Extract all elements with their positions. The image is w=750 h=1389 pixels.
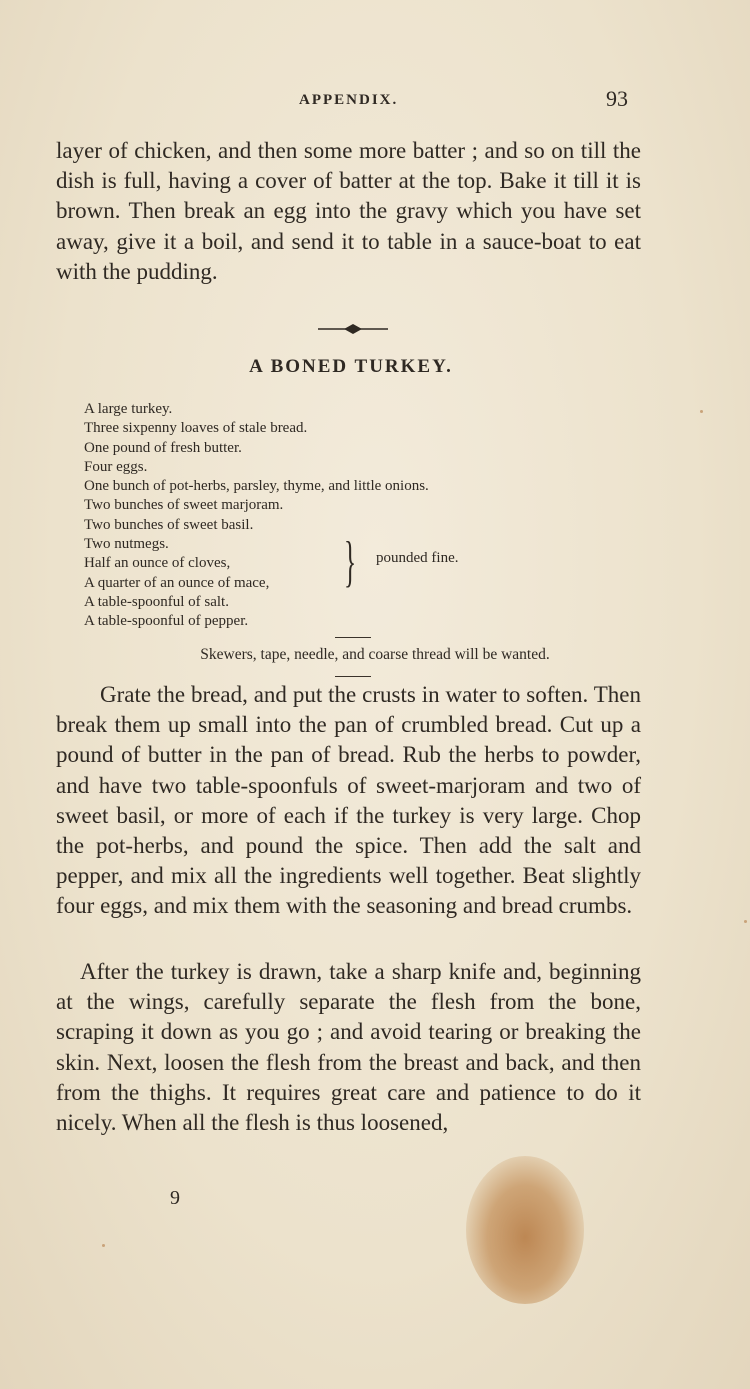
paper-fleck [102, 1244, 105, 1247]
ingredient-item: Two nutmegs. [84, 536, 169, 553]
running-head: APPENDIX. [299, 92, 399, 108]
rule-divider [335, 637, 371, 638]
ingredient-item: A quarter of an ounce of mace, [84, 574, 270, 591]
curly-brace-icon: } [344, 531, 357, 593]
ingredient-item: Two bunches of sweet marjoram. [84, 497, 284, 514]
ingredient-item: A table-spoonful of pepper. [84, 613, 249, 630]
brace-note: pounded fine. [376, 550, 459, 566]
recipe-paragraph: After the turkey is drawn, take a sharp knife and, beginning at the wings, carefully separate the flesh from the bone, scraping it down as you go ; and avoid tearing or breaking the skin. Next, loosen the flesh from the breast and back, and then from the thighs. It requires great care and patience to do it nicely. When all the flesh is thus loosened, [56, 959, 641, 1136]
ingredient-item: Three sixpenny loaves of stale bread. [84, 420, 308, 437]
ingredient-item: One bunch of pot-herbs, parsley, thyme, and little onions. [84, 478, 429, 495]
ingredient-item: Four eggs. [84, 458, 148, 475]
foxing-stain [466, 1156, 584, 1304]
continued-paragraph: layer of chicken, and then some more batter ; and so on till the dish is full, having a cover of batter at the top. Bake it till it is brown. Then break an egg into the gravy which you have set away, give it a boil, and send it to table in a sauce-boat to eat with the pudding. [56, 138, 641, 284]
paper-fleck [700, 410, 703, 413]
ingredient-item: One pound of fresh butter. [84, 439, 242, 456]
ingredient-item: Half an ounce of cloves, [84, 555, 231, 572]
signature-mark: 9 [170, 1187, 180, 1209]
equipment-note: Skewers, tape, needle, and coarse thread will be wanted. [200, 646, 550, 663]
ingredient-list [84, 400, 604, 632]
recipe-paragraph: Grate the bread, and put the crusts in water to soften. Then break them up small into the pan of crumbled bread. Cut up a pound of butter in the pan of bread. Rub the herbs to powder, and have two table-spoonfuls of sweet-marjoram and two of sweet basil, or more of each if the turkey is very large. Chop the pot-herbs, and pound the spice. Then add the salt and pepper, and mix all the ingredients well together. Beat slightly four eggs, and mix them with the seasoning and bread crumbs. [56, 682, 641, 919]
ingredient-item: A large turkey. [84, 401, 173, 417]
ingredient-item: A table-spoonful of salt. [84, 593, 229, 610]
ornament-divider [318, 322, 388, 336]
ingredient-item: Two bunches of sweet basil. [84, 516, 254, 533]
paper-fleck [744, 920, 747, 923]
rule-divider [335, 676, 371, 677]
recipe-title: A BONED TURKEY. [249, 356, 453, 377]
page-number: 93 [606, 86, 628, 111]
